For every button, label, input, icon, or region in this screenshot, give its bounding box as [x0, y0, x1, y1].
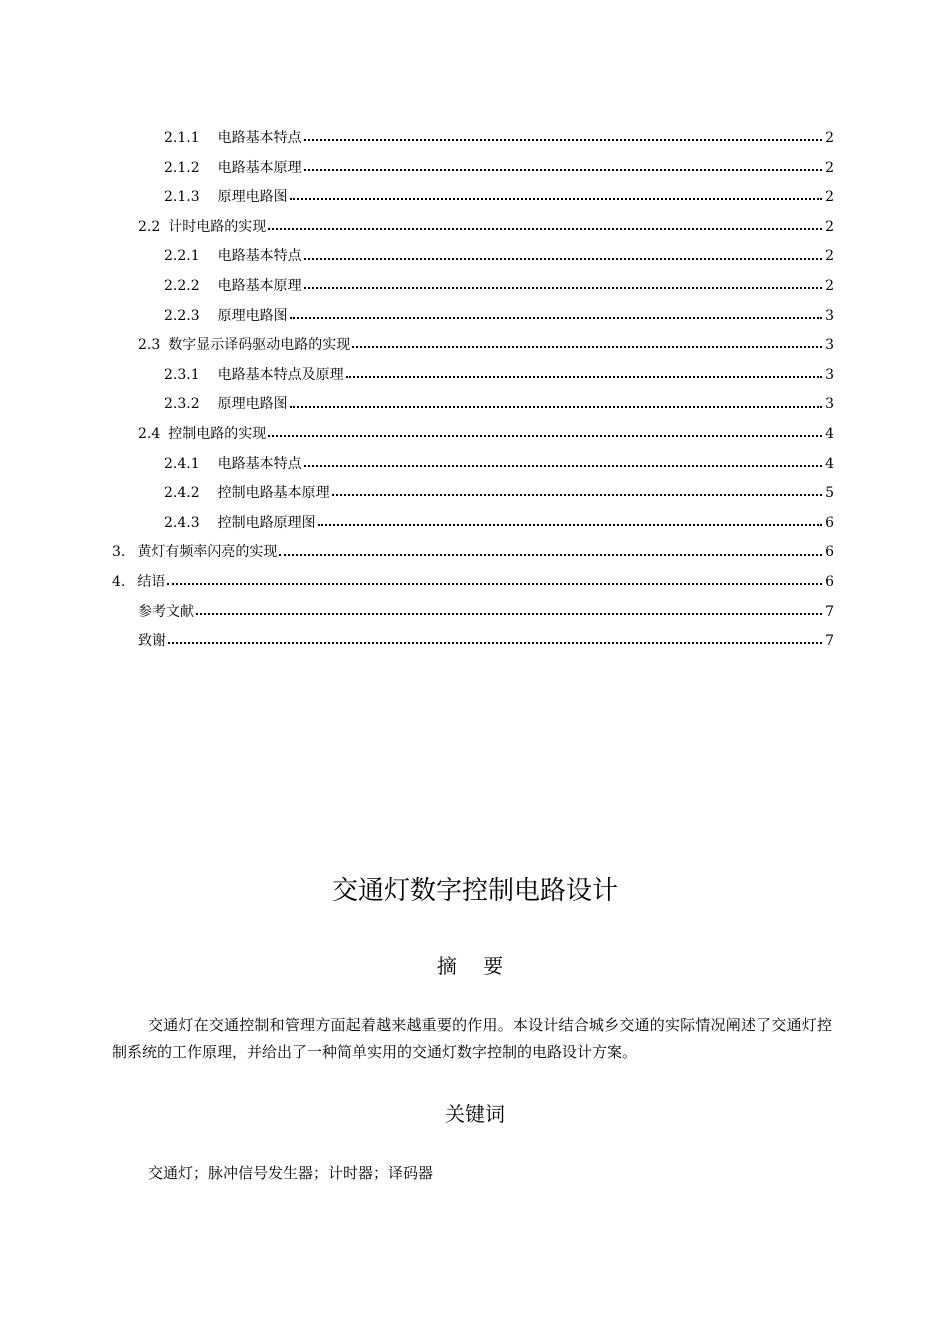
toc-entry[interactable]: [0, 154, 950, 184]
toc-entry-page: 3: [825, 366, 834, 383]
toc-entry-page: 3: [825, 396, 834, 413]
toc-entry[interactable]: [0, 420, 950, 450]
toc-leader-dots: [168, 641, 822, 644]
toc-entry-title: 控制电路的实现: [168, 425, 267, 442]
toc-entry-page: 7: [825, 633, 834, 650]
toc-entry-page: 2: [825, 130, 834, 146]
toc-entry-title: 计时电路的实现: [168, 218, 267, 235]
toc-entry-title: 电路基本原理: [217, 159, 302, 176]
document-title: 交通灯数字控制电路设计: [331, 876, 618, 906]
keywords-text: 交通灯；脉冲信号发生器；计时器；译码器: [148, 1164, 434, 1182]
toc-entry-page: 2: [825, 277, 834, 294]
toc-entry-title: 参考文献: [138, 603, 194, 620]
toc-entry-page: 4: [825, 425, 834, 442]
toc-leader-dots: [304, 257, 822, 260]
toc-entry[interactable]: [0, 598, 950, 628]
toc-entry-number: 2.1.3: [164, 189, 200, 206]
toc-entry-title: 电路基本特点: [217, 130, 302, 146]
toc-entry-number: 2.2.3: [164, 307, 200, 324]
toc-entry-page: 3: [825, 307, 834, 324]
toc-leader-dots: [304, 464, 822, 467]
toc-entry[interactable]: [0, 302, 950, 332]
toc-entry-number: 2.2.1: [164, 248, 200, 265]
toc-entry-title: 电路基本特点及原理: [217, 366, 344, 383]
toc-entry-title: 原理电路图: [217, 396, 288, 413]
toc-leader-dots: [304, 138, 822, 141]
toc-entry-page: 2: [825, 189, 834, 206]
toc-entry[interactable]: [0, 538, 950, 568]
toc-entry-page: 2: [825, 218, 834, 235]
toc-entry[interactable]: [0, 361, 950, 391]
toc-leader-dots: [268, 227, 822, 230]
toc-leader-dots: [290, 316, 822, 319]
toc-entry[interactable]: [0, 331, 950, 361]
toc-entry-number: 2.2.2: [164, 277, 200, 294]
toc-entry-page: 2: [825, 248, 834, 265]
toc-leader-dots: [196, 612, 822, 615]
toc-entry[interactable]: [0, 509, 950, 539]
toc-leader-dots: [268, 434, 822, 437]
toc-entry-page: 7: [825, 603, 834, 620]
toc-leader-dots: [304, 286, 822, 289]
toc-entry-number: 2.4: [138, 425, 161, 442]
toc-entry-number: 2.3.1: [164, 366, 200, 383]
toc-entry-page: 6: [825, 514, 834, 531]
toc-entry[interactable]: [0, 450, 950, 480]
toc-entry-title: 黄灯有频率闪亮的实现: [137, 544, 278, 561]
toc-leader-dots: [290, 405, 822, 408]
toc-entry-number: 2.3: [138, 337, 161, 354]
toc-entry-title: 原理电路图: [217, 307, 288, 324]
toc-entry-number: 2.3.2: [164, 396, 200, 413]
keywords-heading: 关键词: [445, 1102, 505, 1126]
toc-entry-page: 5: [825, 485, 834, 502]
toc-entry[interactable]: [0, 124, 950, 154]
toc-entry-title: 原理电路图: [217, 189, 288, 206]
abstract-heading: 摘 要: [436, 954, 514, 978]
toc-entry[interactable]: [0, 272, 950, 302]
toc-leader-dots: [352, 345, 822, 348]
toc-entry-title: 电路基本特点: [217, 248, 302, 265]
toc-entry-title: 电路基本原理: [217, 277, 302, 294]
toc-entry-page: 6: [825, 544, 834, 561]
toc-entry-number: 2.1.1: [164, 130, 200, 146]
toc-entry-number: 2.1.2: [164, 159, 200, 176]
table-of-contents: [0, 124, 950, 657]
toc-entry-title: 电路基本特点: [217, 455, 302, 472]
toc-entry-title: 控制电路原理图: [217, 514, 316, 531]
toc-leader-dots: [332, 493, 822, 496]
toc-entry-number: 4.: [112, 573, 126, 590]
toc-entry-title: 致谢: [138, 633, 166, 650]
toc-entry[interactable]: [0, 479, 950, 509]
toc-entry-page: 2: [825, 159, 834, 176]
toc-entry[interactable]: [0, 213, 950, 243]
toc-entry-number: 2.4.2: [164, 485, 200, 502]
toc-entry-number: 2.2: [138, 218, 161, 235]
toc-entry-title: 结语: [137, 573, 166, 590]
toc-leader-dots: [346, 375, 822, 378]
toc-leader-dots: [167, 582, 822, 585]
toc-entry-page: 4: [825, 455, 834, 472]
toc-leader-dots: [318, 523, 822, 526]
toc-entry[interactable]: [0, 390, 950, 420]
toc-entry-number: 2.4.3: [164, 514, 200, 531]
toc-entry[interactable]: [0, 568, 950, 598]
toc-entry-title: 控制电路基本原理: [217, 485, 330, 502]
toc-leader-dots: [304, 168, 822, 171]
toc-entry[interactable]: [0, 242, 950, 272]
toc-entry-page: 3: [825, 337, 834, 354]
toc-entry-title: 数字显示译码驱动电路的实现: [168, 337, 351, 354]
toc-leader-dots: [290, 197, 822, 200]
abstract-text: 交通灯在交通控制和管理方面起着越来越重要的作用。本设计结合城乡交通的实际情况阐述了交通灯控制系统的工作原理，并给出了一种简单实用的交通灯数字控制的电路设计方案。: [112, 1016, 832, 1061]
toc-entry[interactable]: [0, 183, 950, 213]
toc-entry[interactable]: [0, 627, 950, 657]
toc-leader-dots: [279, 553, 822, 556]
toc-entry-number: 3.: [112, 544, 126, 561]
toc-entry-page: 6: [825, 573, 834, 590]
toc-entry-number: 2.4.1: [164, 455, 200, 472]
